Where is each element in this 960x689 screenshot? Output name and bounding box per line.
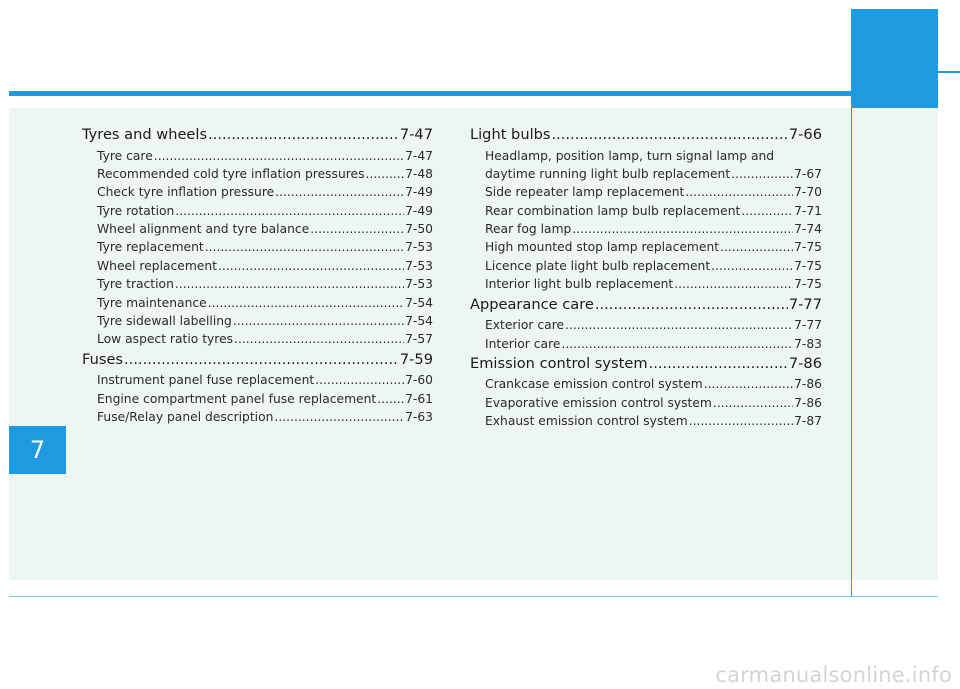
toc-section bbox=[82, 124, 433, 349]
toc-item[interactable]: Recommended cold tyre inflation pressures ..... 7-48 bbox=[82, 165, 433, 183]
toc-item[interactable]: Interior care ..... 7-83 bbox=[470, 335, 822, 353]
toc-item[interactable]: Fuse/Relay panel description ..... 7-63 bbox=[82, 408, 433, 426]
toc-item[interactable]: High mounted stop lamp replacement ..... 7-75 bbox=[470, 238, 822, 256]
toc-item[interactable]: Tyre traction ..... 7-53 bbox=[82, 275, 433, 293]
watermark-text: carmanualsonline.info bbox=[715, 663, 952, 687]
toc-item[interactable]: Wheel alignment and tyre balance ..... 7-50 bbox=[82, 220, 433, 238]
toc-item[interactable]: Engine compartment panel fuse replacement ..... 7-61 bbox=[82, 390, 433, 408]
toc-right-column bbox=[470, 124, 822, 431]
toc-heading[interactable]: Tyres and wheels ..... 7-47 bbox=[82, 124, 433, 147]
toc-item[interactable]: Evaporative emission control system ..... 7-86 bbox=[470, 394, 822, 412]
toc-heading[interactable]: Light bulbs ..... 7-66 bbox=[470, 124, 822, 147]
toc-section bbox=[470, 294, 822, 353]
corner-tab bbox=[851, 9, 938, 108]
toc-left-column bbox=[82, 124, 433, 426]
toc-item[interactable]: Licence plate light bulb replacement ..... 7-75 bbox=[470, 257, 822, 275]
header-accent-line bbox=[938, 71, 960, 73]
toc-section bbox=[470, 353, 822, 431]
toc-item[interactable]: Instrument panel fuse replacement ..... 7-60 bbox=[82, 371, 433, 389]
toc-item[interactable]: Tyre care ..... 7-47 bbox=[82, 147, 433, 165]
margin-divider bbox=[851, 108, 852, 596]
toc-item[interactable]: Rear fog lamp ..... 7-74 bbox=[470, 220, 822, 238]
toc-heading[interactable]: Fuses ..... 7-59 bbox=[82, 349, 433, 372]
toc-item[interactable]: Interior light bulb replacement ..... 7-75 bbox=[470, 275, 822, 293]
header-band bbox=[9, 91, 852, 96]
toc-item[interactable]: Crankcase emission control system ..... 7-86 bbox=[470, 375, 822, 393]
toc-item[interactable]: Rear combination lamp bulb replacement ..... 7-71 bbox=[470, 202, 822, 220]
toc-item[interactable]: Exhaust emission control system ..... 7-87 bbox=[470, 412, 822, 430]
toc-item[interactable]: daytime running light bulb replacement ..... 7-67 bbox=[470, 165, 822, 183]
toc-item[interactable]: Side repeater lamp replacement ..... 7-70 bbox=[470, 183, 822, 201]
toc-item[interactable]: Check tyre inflation pressure ..... 7-49 bbox=[82, 183, 433, 201]
toc-section bbox=[82, 349, 433, 427]
toc-item[interactable]: Tyre maintenance ..... 7-54 bbox=[82, 294, 433, 312]
toc-section bbox=[470, 124, 822, 294]
footer-line bbox=[9, 596, 938, 597]
toc-item[interactable]: Tyre replacement ..... 7-53 bbox=[82, 238, 433, 256]
toc-heading[interactable]: Appearance care ..... 7-77 bbox=[470, 294, 822, 317]
toc-heading[interactable]: Emission control system ..... 7-86 bbox=[470, 353, 822, 376]
toc-item[interactable]: Low aspect ratio tyres ..... 7-57 bbox=[82, 330, 433, 348]
toc-item[interactable]: Exterior care ..... 7-77 bbox=[470, 316, 822, 334]
toc-item[interactable]: Tyre rotation ..... 7-49 bbox=[82, 202, 433, 220]
chapter-number-tab[interactable]: 7 bbox=[9, 426, 66, 474]
toc-item[interactable]: Wheel replacement ..... 7-53 bbox=[82, 257, 433, 275]
toc-item-line1[interactable]: Headlamp, position lamp, turn signal lamp and bbox=[485, 148, 775, 163]
toc-item[interactable]: Tyre sidewall labelling ..... 7-54 bbox=[82, 312, 433, 330]
